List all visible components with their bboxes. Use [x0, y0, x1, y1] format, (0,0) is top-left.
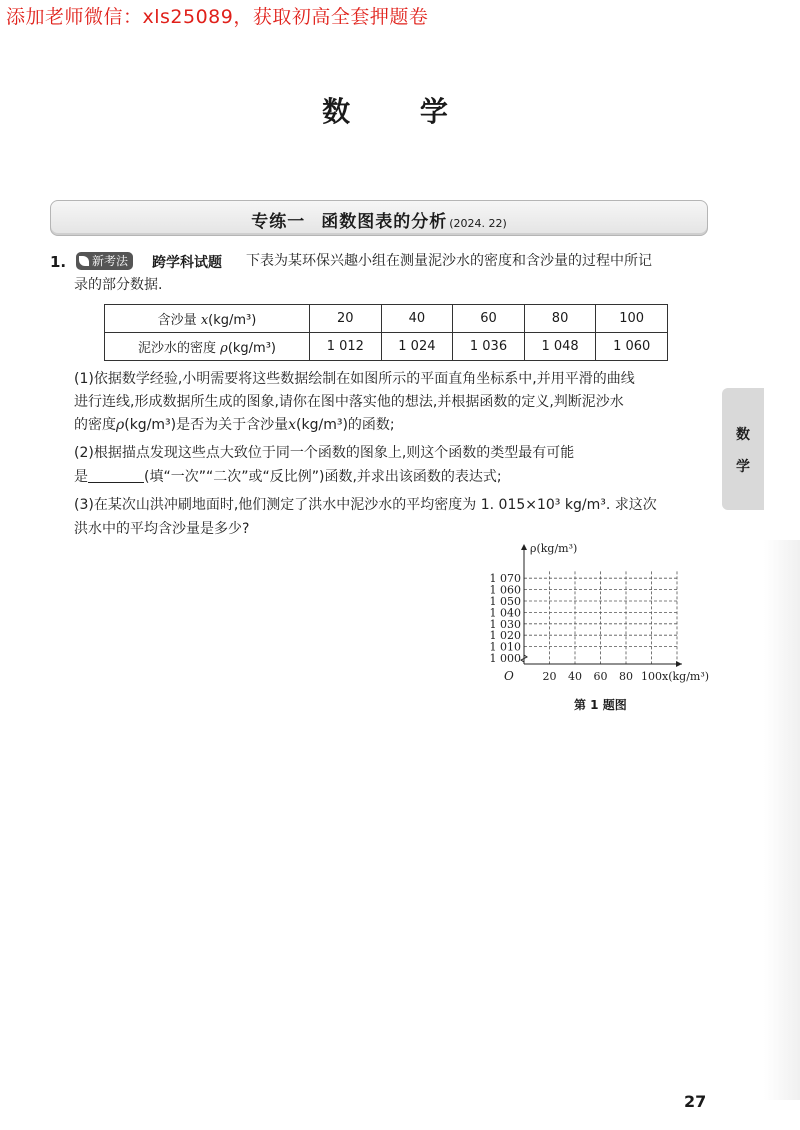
- subject-title: 数 学: [322, 95, 478, 128]
- origin-label: O: [504, 669, 514, 683]
- part3-line2: 洪水中的平均含沙量是多少?: [74, 521, 250, 537]
- table-cell: 1 060: [596, 333, 668, 361]
- table-cell: 60: [453, 305, 525, 333]
- part1-line2: 进行连线,形成数据所生成的图象,请你在图中落实他的想法,并根据函数的定义,判断泥沙水: [74, 394, 624, 410]
- question-intro-line1: 下表为某环保兴趣小组在测量泥沙水的密度和含沙量的过程中所记: [246, 253, 652, 269]
- data-table: [104, 304, 668, 361]
- question-intro-line2: 录的部分数据.: [74, 277, 163, 293]
- y-tick-label: 1 040: [489, 606, 521, 620]
- table-row-label: 含沙量 x(kg/m³): [105, 305, 310, 333]
- y-tick-label: 1 020: [489, 629, 521, 643]
- side-subject-tab: [722, 388, 764, 510]
- x-tick-label: 60: [593, 670, 608, 683]
- side-tab-char: 数: [736, 427, 750, 443]
- y-axis-arrow: [521, 544, 527, 550]
- section-heading: [51, 207, 707, 232]
- y-tick-label: 1 050: [489, 595, 521, 608]
- y-tick-label: 1 010: [489, 640, 521, 654]
- y-tick-label: 1 070: [489, 572, 521, 586]
- section-title: 函数图表的分析: [321, 212, 448, 232]
- answer-blank: [88, 468, 144, 483]
- table-cell: 100: [596, 305, 668, 333]
- y-tick-label: 1 060: [489, 583, 521, 597]
- y-tick-label: 1 000: [489, 652, 521, 665]
- table-cell: 1 024: [381, 333, 453, 361]
- new-method-badge: [76, 252, 133, 270]
- section-banner: [50, 200, 708, 236]
- table-row: [105, 305, 668, 333]
- side-tab-char: 学: [736, 459, 750, 475]
- table-row: [105, 333, 668, 361]
- table-cell: 40: [381, 305, 453, 333]
- part1-line3: 的密度ρ(kg/m³)是否为关于含沙量x(kg/m³)的函数;: [74, 417, 395, 433]
- x-tick-label: 100: [641, 670, 662, 683]
- question-category: 跨学科试题: [152, 255, 222, 271]
- question-number: 1.: [50, 253, 67, 271]
- table-cell: 1 036: [453, 333, 525, 361]
- y-tick-label: 1 030: [489, 617, 521, 631]
- y-axis-label: ρ(kg/m³): [530, 542, 578, 555]
- page-edge-shade: [764, 540, 800, 1100]
- badge-label: 新考法: [92, 254, 129, 268]
- page-number: 27: [684, 1092, 707, 1111]
- x-tick-label: 40: [568, 670, 582, 683]
- part2-line1: (2)根据描点发现这些点大致位于同一个函数的图象上,则这个函数的类型最有可能: [74, 445, 575, 461]
- x-axis-label: x(kg/m³): [662, 670, 710, 683]
- table-cell: 20: [310, 305, 382, 333]
- table-cell: 1 012: [310, 333, 382, 361]
- x-tick-label: 20: [542, 670, 557, 683]
- section-prefix: 专练一: [251, 212, 306, 232]
- table-cell: 80: [524, 305, 596, 333]
- watermark-text: 添加老师微信：xls25089，获取初高全套押题卷: [6, 6, 429, 28]
- part3-line1: (3)在某次山洪冲刷地面时,他们测定了洪水中泥沙水的平均密度为 1. 015×10³ kg/m³. 求这次: [74, 497, 657, 513]
- table-row-label: 泥沙水的密度 ρ(kg/m³): [105, 333, 310, 361]
- figure-caption: 第 1 题图: [574, 698, 627, 712]
- section-year-ref: (2024. 22): [449, 217, 507, 230]
- part2-line2: 是 (填“一次”“二次”或“反比例”)函数,并求出该函数的表达式;: [74, 469, 502, 485]
- part1-line1: (1)依据数学经验,小明需要将这些数据绘制在如图所示的平面直角坐标系中,并用平滑的曲线: [74, 371, 635, 387]
- x-axis-arrow: [676, 661, 682, 667]
- table-cell: 1 048: [524, 333, 596, 361]
- leaf-icon: [79, 256, 89, 266]
- x-tick-label: 80: [619, 670, 633, 683]
